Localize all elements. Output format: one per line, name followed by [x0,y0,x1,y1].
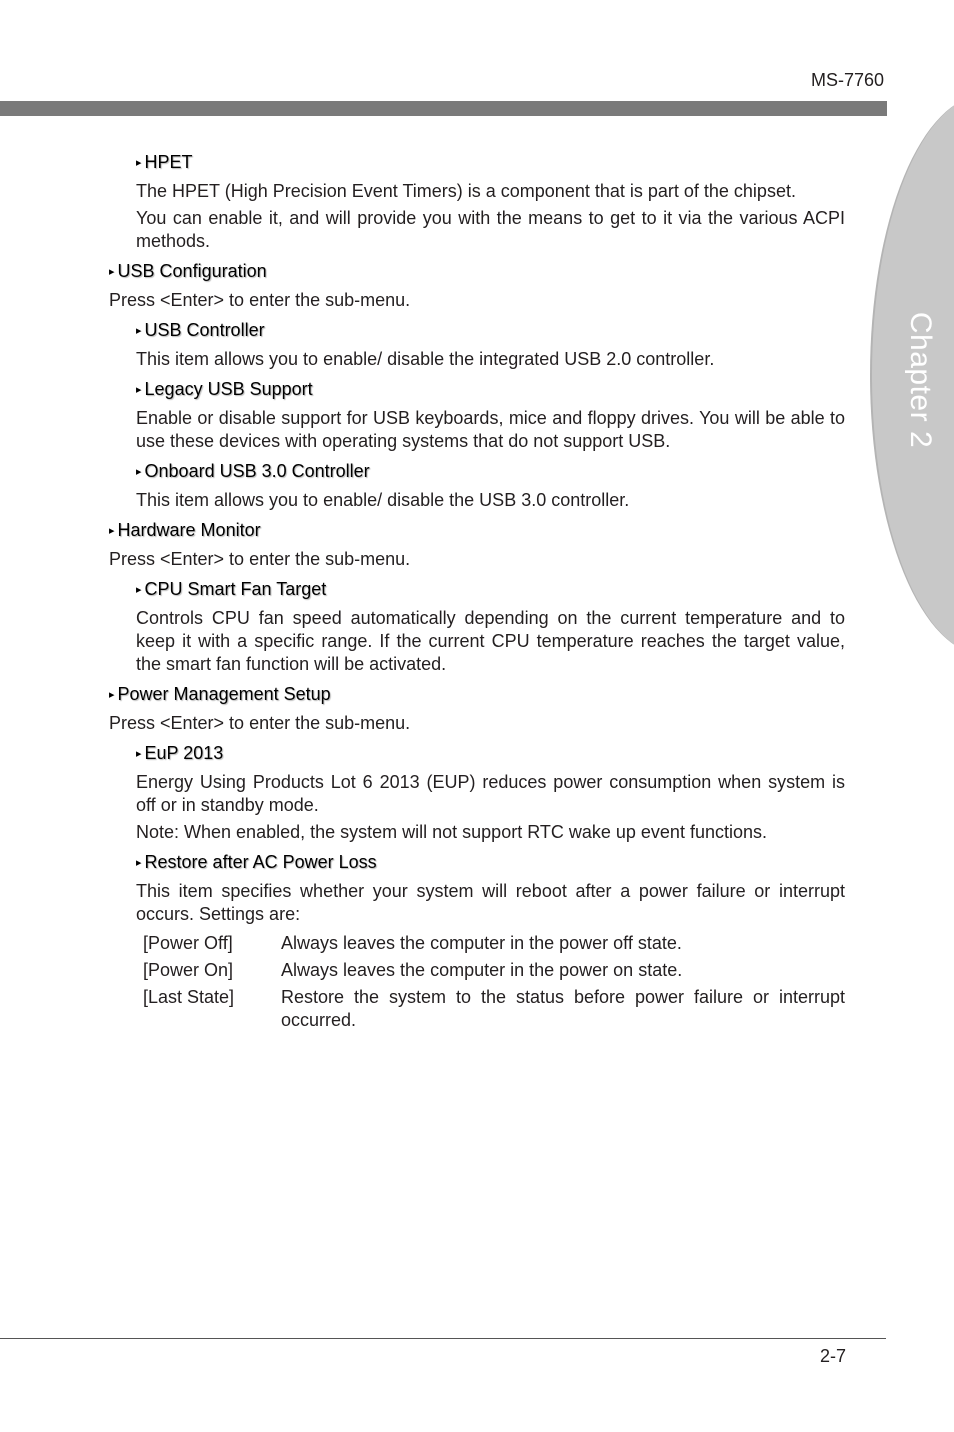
section-usb-configuration [109,259,845,312]
section-heading [136,850,845,875]
page-number: 2-7 [819,1346,846,1366]
paragraph: Press <Enter> to enter the sub-menu. [109,290,411,310]
section-heading [136,741,845,766]
setting-key: [Last State] [143,987,235,1007]
paragraph: Enable or disable support for USB keyboards, mice and floppy drives. You will be able to use these devices with operating systems that do not support USB. [136,408,845,451]
triangle-bullet-icon: ▸ [136,584,142,596]
heading-text: USB Configuration [117,261,267,281]
header-bar [0,101,887,116]
paragraph: Note: When enabled, the system will not support RTC wake up event functions. [136,822,767,842]
setting-row [143,959,845,982]
chapter-label: Chapter 2 [904,311,937,449]
section-heading [136,150,845,175]
section-usb-controller [136,318,845,371]
heading-text: Power Management Setup [117,684,331,704]
section-hardware-monitor [109,518,845,571]
paragraph: This item allows you to enable/ disable the integrated USB 2.0 controller. [136,349,715,369]
section-heading [109,518,845,543]
section-heading [109,682,845,707]
triangle-bullet-icon: ▸ [109,689,115,701]
heading-text: EuP 2013 [144,743,224,763]
setting-key: [Power Off] [143,933,233,953]
heading-text: HPET [144,152,193,172]
section-onboard-usb3 [136,459,845,512]
section-heading [136,318,845,343]
paragraph: Press <Enter> to enter the sub-menu. [109,549,411,569]
setting-description: Restore the system to the status before power failure or interrupt occurred. [281,987,845,1030]
section-heading [136,577,845,602]
section-heading [109,259,845,284]
setting-description: Always leaves the computer in the power on state. [281,960,683,980]
section-heading [136,459,845,484]
section-restore-ac [136,850,845,926]
paragraph: Controls CPU fan speed automatically depending on the current temperature and to keep it with a specific range. If the current CPU temperature reaches the target value, the smart fan function will be activated. [136,608,845,674]
settings-list [143,932,845,1032]
triangle-bullet-icon: ▸ [136,157,142,169]
heading-text: Hardware Monitor [117,520,261,540]
model-number: MS-7760 [810,70,884,90]
heading-text: Legacy USB Support [144,379,313,399]
heading-text: Onboard USB 3.0 Controller [144,461,370,481]
heading-text: USB Controller [144,320,265,340]
heading-text: CPU Smart Fan Target [144,579,327,599]
setting-key: [Power On] [143,960,234,980]
section-heading [136,377,845,402]
triangle-bullet-icon: ▸ [109,525,115,537]
triangle-bullet-icon: ▸ [136,857,142,869]
heading-text: Restore after AC Power Loss [144,852,377,872]
triangle-bullet-icon: ▸ [136,325,142,337]
paragraph: This item allows you to enable/ disable the USB 3.0 controller. [136,490,630,510]
setting-row [143,932,845,955]
section-hpet [136,150,845,253]
section-cpu-fan [136,577,845,676]
section-legacy-usb [136,377,845,453]
paragraph: The HPET (High Precision Event Timers) is a component that is part of the chipset. [136,181,796,201]
triangle-bullet-icon: ▸ [136,466,142,478]
triangle-bullet-icon: ▸ [136,748,142,760]
section-power-management [109,682,845,735]
paragraph: You can enable it, and will provide you with the means to get to it via the various ACPI methods. [136,208,845,251]
paragraph: Energy Using Products Lot 6 2013 (EUP) reduces power consumption when system is off or in standby mode. [136,772,845,815]
paragraph: Press <Enter> to enter the sub-menu. [109,713,411,733]
triangle-bullet-icon: ▸ [109,266,115,278]
paragraph: This item specifies whether your system will reboot after a power failure or interrupt occurs. Settings are: [136,881,845,924]
footer-divider [0,1338,886,1339]
section-eup [136,741,845,844]
triangle-bullet-icon: ▸ [136,384,142,396]
setting-description: Always leaves the computer in the power off state. [281,933,682,953]
page-content [0,150,954,1036]
setting-row [143,986,845,1032]
